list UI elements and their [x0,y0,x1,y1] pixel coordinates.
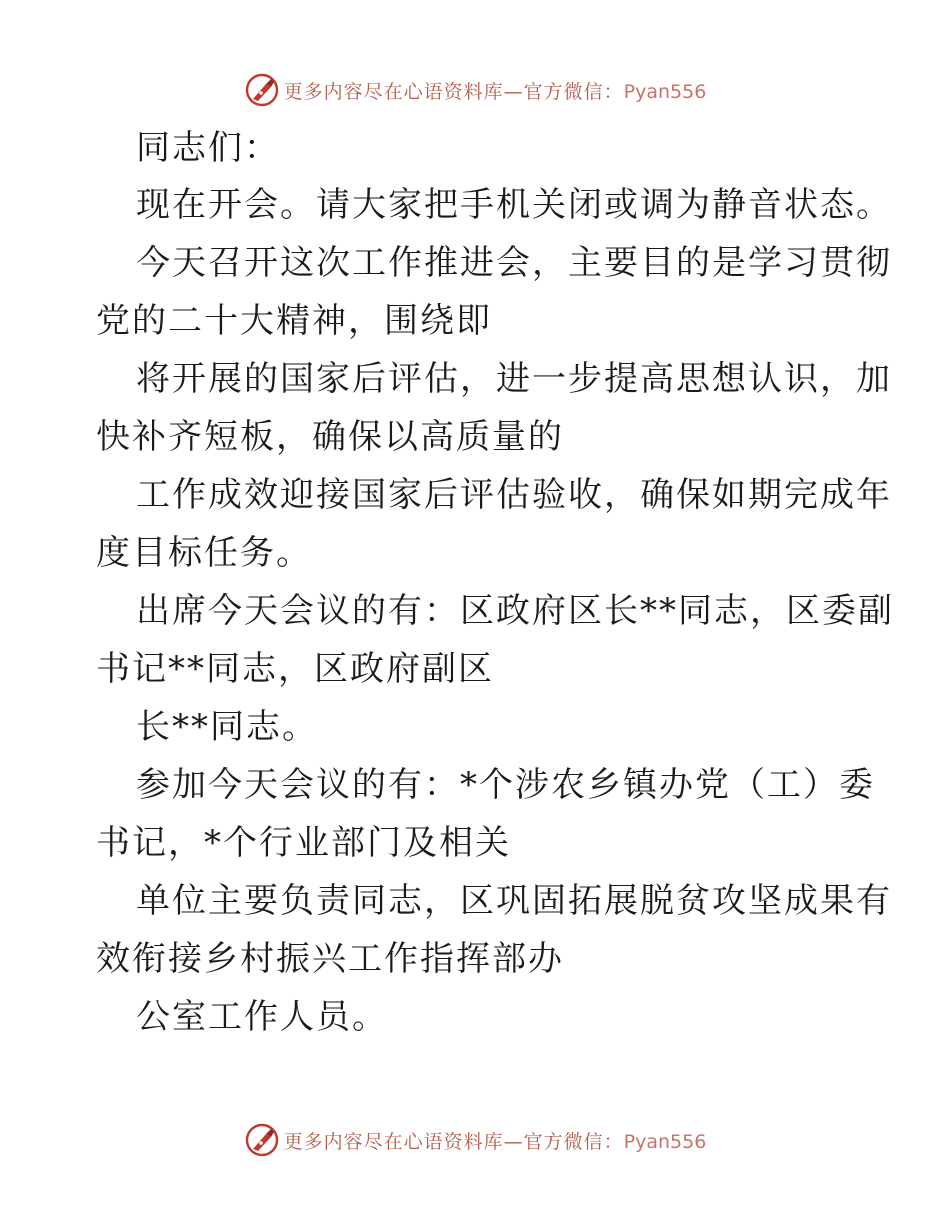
body-line: 今天召开这次工作推进会，主要目的是学习贯彻 [136,243,892,283]
body-line: 将开展的国家后评估，进一步提高思想认识，加 [136,359,892,399]
body-line: 公室工作人员。 [136,997,388,1037]
watermark-id: Pyan556 [623,80,707,103]
watermark-text [284,1127,707,1154]
body-line: 书记，*个行业部门及相关 [96,823,511,863]
watermark-text [284,77,707,104]
body-line: 参加今天会议的有：*个涉农乡镇办党（工）委 [136,765,875,805]
body-line: 工作成效迎接国家后评估验收，确保如期完成年 [136,475,892,515]
body-line: 效衔接乡村振兴工作指挥部办 [96,939,564,979]
watermark-header [0,70,950,110]
body-line: 出席今天会议的有：区政府区长**同志，区委副 [136,591,894,631]
body-line: 党的二十大精神，围绕即 [96,301,492,341]
watermark-footer [0,1120,950,1160]
pen-nib-circle-icon [244,1122,280,1158]
body-line: 同志们： [136,128,280,168]
watermark-label: 更多内容尽在心语资料库—官方微信： [283,80,624,103]
body-line: 书记**同志，区政府副区 [96,649,494,689]
body-line: 长**同志。 [136,707,318,747]
body-line: 现在开会。请大家把手机关闭或调为静音状态。 [136,185,892,225]
body-line: 度目标任务。 [96,533,312,573]
body-line: 快补齐短板，确保以高质量的 [96,417,564,457]
body-line: 单位主要负责同志，区巩固拓展脱贫攻坚成果有 [136,881,892,921]
watermark-label: 更多内容尽在心语资料库—官方微信： [283,1130,624,1153]
pen-nib-circle-icon [244,72,280,108]
watermark-id: Pyan556 [623,1130,707,1153]
